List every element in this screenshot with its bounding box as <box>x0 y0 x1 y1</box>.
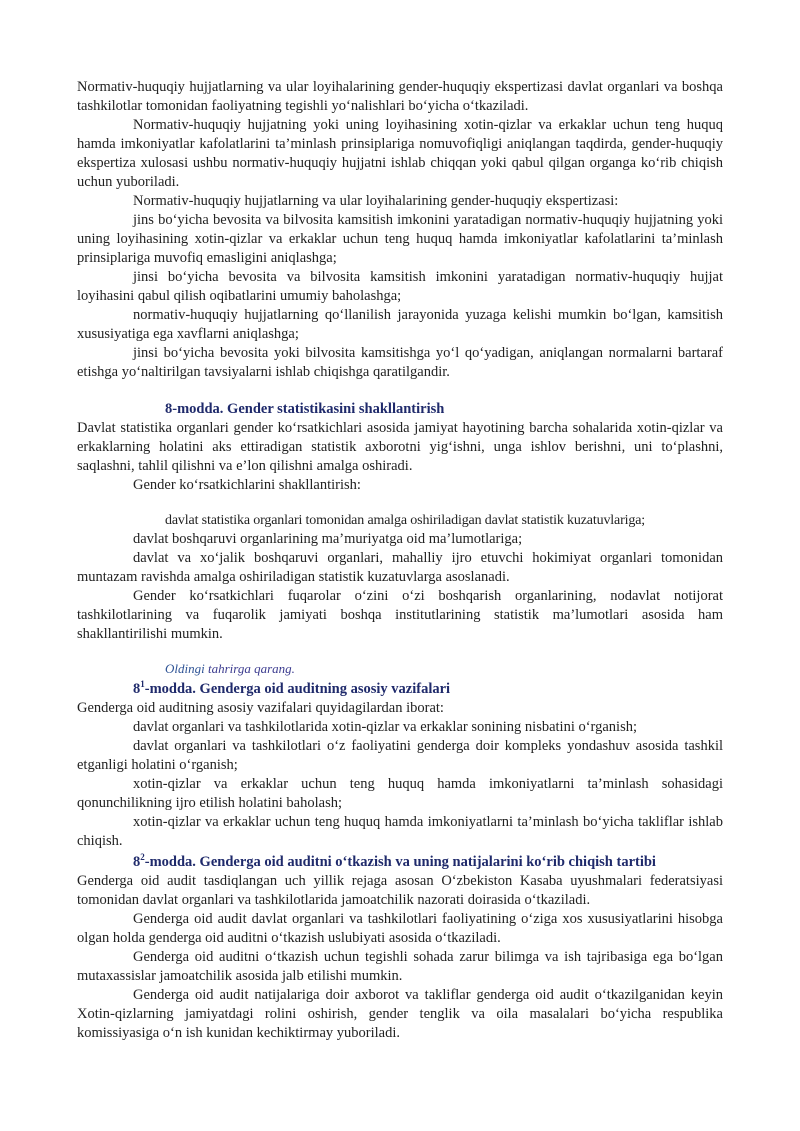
list-item: jinsi bo‘yicha bevosita yoki bilvosita kamsitishga yo‘l qo‘yadigan, aniqlangan normalarni bartaraf etishga yo‘naltirilgan tavsiyalarni ishlab chiqishga qaratilgandir. <box>77 345 723 380</box>
list-item: davlat va xo‘jalik boshqaruvi organlari, mahalliy ijro etuvchi hokimiyat organlari tomonidan muntazam ravishda amalga oshiriladigan statistik kuzatuvlarga asoslanadi. <box>77 550 723 585</box>
paragraph: Normativ-huquqiy hujjatning yoki uning loyihasining xotin-qizlar va erkaklar uchun teng huquq hamda imkoniyatlar kafolatlarini ta’minlash prinsiplariga nomuvofiqligi aniqlangan taqdirda, gender-huquqiy ekspertiza xulosasi ushbu normativ-huquqiy hujjatni ishlab chiqqan yoki qabul qilgan organga ko‘rib chiqish uchun yuboriladi. <box>77 117 723 190</box>
article-title: -modda. Genderga oid auditni o‘tkazish va uning natijalarini ko‘rib chiqish tartibi <box>144 854 656 870</box>
spacer <box>77 644 723 660</box>
paragraph: Davlat statistika organlari gender ko‘rsatkichlari asosida jamiyat hayotining barcha sohalarida xotin-qizlar va erkaklarning holatini aks ettiradigan statistik axborotni yig‘ishni, unga ishlov berishni, uni to‘plashni, saqlashni, tahlil qilishni va e’lon qilishni amalga oshiradi. <box>77 420 723 474</box>
previous-revision-link-text[interactable]: tahrirga qarang. <box>207 661 295 676</box>
list-item: xotin-qizlar va erkaklar uchun teng huquq hamda imkoniyatlarni ta’minlash sohasidagi qonunchilikning ijro etilish holatini baholash; <box>77 776 723 811</box>
paragraph: Genderga oid auditni o‘tkazish uchun tegishli sohada zarur bilimga va ish tajribasiga ega bo‘lgan mutaxassislar jamoatchilik asosida jalb etilishi mumkin. <box>77 949 723 984</box>
spacer <box>77 495 723 511</box>
paragraph: Gender ko‘rsatkichlari fuqarolar o‘zini o‘zi boshqarish organlarining, nodavlat notijorat tashkilotlarining va fuqarolik jamiyati boshqa institutlarining statistik ma’lumotlari asosida ham shakllantirilishi mumkin. <box>77 588 723 642</box>
article-8-1-heading <box>77 680 723 699</box>
previous-revision-link-word[interactable]: Oldingi <box>165 661 205 676</box>
list-item: davlat organlari va tashkilotlarida xotin-qizlar va erkaklar sonining nisbatini o‘rganish; <box>133 719 638 735</box>
article-title: -modda. Genderga oid auditning asosiy vazifalari <box>144 681 451 697</box>
paragraph: Gender ko‘rsatkichlarini shakllantirish: <box>133 477 361 493</box>
list-item: jins bo‘yicha bevosita va bilvosita kamsitish imkonini yaratadigan normativ-huquqiy hujjatning yoki uning loyihasining xotin-qizlar va erkaklar uchun teng huquq hamda imkoniyatlar kafolatlarini ta’minlash prinsiplariga muvofiq emasligini aniqlashga; <box>77 212 723 266</box>
article-number: 8 <box>133 681 141 697</box>
previous-revision-link[interactable] <box>77 660 723 678</box>
article-superscript: 1 <box>140 679 145 690</box>
paragraph: Genderga oid audit davlat organlari va tashkilotlari faoliyatining o‘ziga xos xususiyatlarini hisobga olgan holda genderga oid auditni o‘tkazish uslubiyati asosida o‘tkaziladi. <box>77 911 723 946</box>
paragraph: Genderga oid audit natijalariga doir axborot va takliflar genderga oid audit o‘tkazilganidan keyin Xotin-qizlarning jamiyatdagi rolini oshirish, gender tenglik va oila masalalari bo‘yicha respublika komissiyasiga o‘n ish kunidan kechiktirmay yuboriladi. <box>77 987 723 1041</box>
paragraph: Genderga oid audit tasdiqlangan uch yillik rejaga asosan O‘zbekiston Kasaba uyushmalari federatsiyasi tomonidan davlat organlari va tashkilotlarida jamoatchilik nazorati doirasida o‘tkaziladi. <box>77 873 723 908</box>
paragraph: Genderga oid auditning asosiy vazifalari quyidagilardan iborat: <box>77 700 444 716</box>
paragraph: Normativ-huquqiy hujjatlarning va ular loyihalarining gender-huquqiy ekspertizasi: <box>133 193 619 209</box>
paragraph: Normativ-huquqiy hujjatlarning va ular loyihalarining gender-huquqiy ekspertizasi davlat organlari va boshqa tashkilotlar tomonidan faoliyatning tegishli yo‘nalishlari bo‘yicha o‘tkaziladi. <box>77 79 723 114</box>
list-item: davlat statistika organlari tomonidan amalga oshiriladigan davlat statistik kuzatuvlariga; <box>165 513 646 528</box>
article-8-2-heading <box>77 853 723 872</box>
article-8-heading: 8-modda. Gender statistikasini shakllantirish <box>165 401 445 417</box>
list-item: davlat organlari va tashkilotlari o‘z faoliyatini genderga doir kompleks yondashuv asosida tashkil etganligi holatini o‘rganish; <box>77 738 723 773</box>
article-superscript: 2 <box>140 852 145 863</box>
article-number: 8 <box>133 854 141 870</box>
list-item: xotin-qizlar va erkaklar uchun teng huquq hamda imkoniyatlarni ta’minlash bo‘yicha takliflar ishlab chiqish. <box>77 814 723 849</box>
list-item: jinsi bo‘yicha bevosita va bilvosita kamsitish imkonini yaratadigan normativ-huquqiy hujjat loyihasini qabul qilish oqibatlarini umumiy baholashga; <box>77 269 723 304</box>
list-item: normativ-huquqiy hujjatlarning qo‘llanilish jarayonida yuzaga kelishi mumkin bo‘lgan, kamsitish xususiyatiga ega xavflarni aniqlashga; <box>77 307 723 342</box>
spacer <box>77 382 723 398</box>
list-item: davlat boshqaruvi organlarining ma’muriyatga oid ma’lumotlariga; <box>133 531 523 547</box>
document-body <box>77 78 723 1043</box>
